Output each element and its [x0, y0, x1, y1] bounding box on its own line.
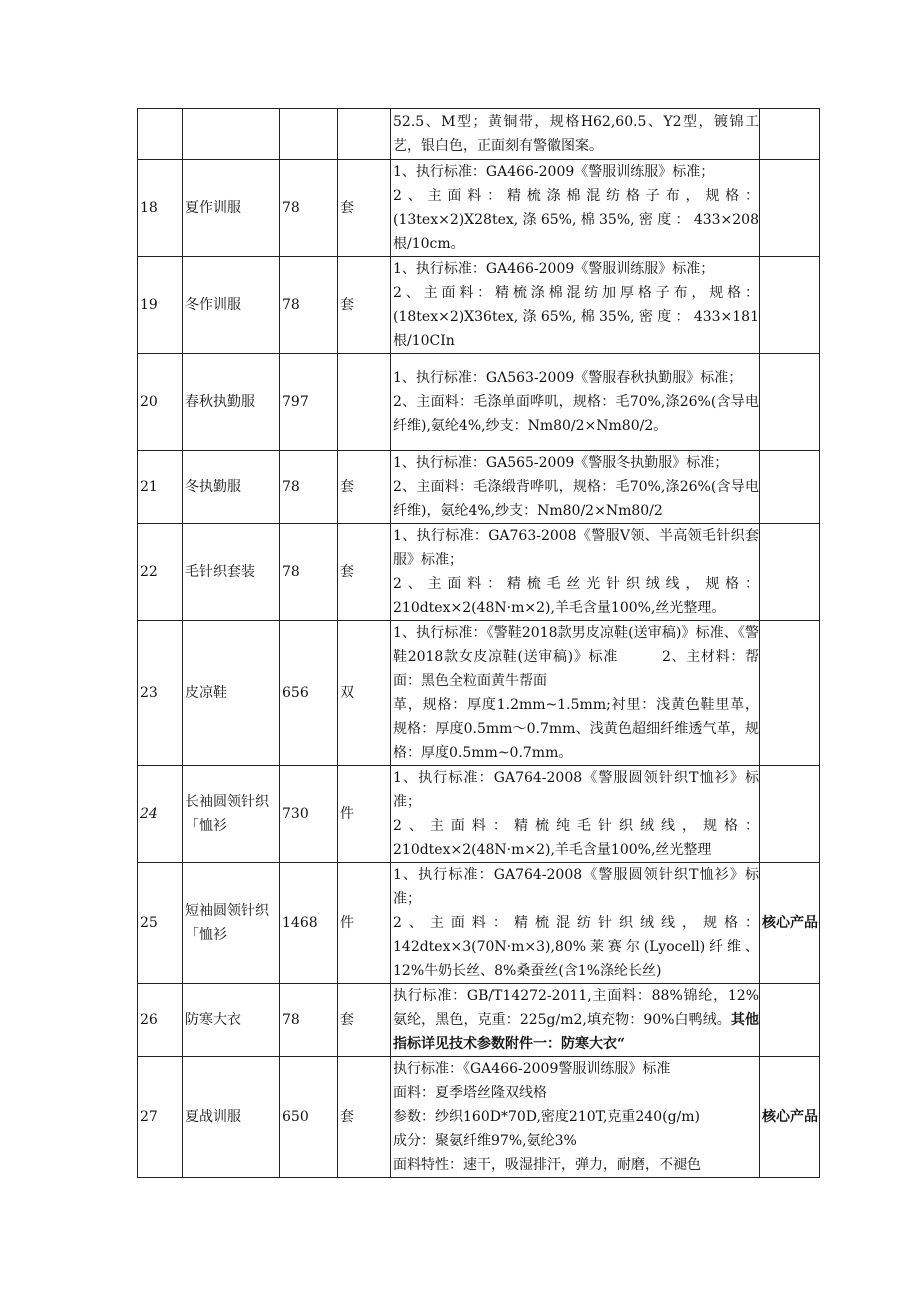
item-unit [338, 109, 391, 160]
spec-line: 面料：夏季塔丝隆双线格 [393, 1085, 547, 1101]
spec-line: 2、主面料：精梳涤棉混纺加厚格子布，规格：(18tex×2)X36tex,涤65%,棉35%,密度：433×181根/10CIn [393, 285, 759, 349]
item-unit: 双 [338, 621, 391, 766]
item-quantity: 650 [280, 1057, 338, 1178]
row-number: 18 [138, 160, 183, 257]
table-row [138, 984, 820, 1057]
row-number: 19 [138, 257, 183, 354]
item-unit: 套 [338, 257, 391, 354]
row-number: 26 [138, 984, 183, 1057]
item-quantity [280, 109, 338, 160]
item-note: 核心产品 [760, 863, 820, 984]
spec-line: 2、主面料：精梳涤棉混纺格子布，规格：(13tex×2)X28tex,涤65%,棉35%,密度：433×208根/10cm。 [393, 188, 759, 252]
item-unit: 套 [338, 984, 391, 1057]
row-number: 21 [138, 451, 183, 524]
spec-line: 2、主面料：精梳混纺针织绒线，规格：142dtex×3(70N·m×3),80%莱赛尔(Lyocell)纤维、12%牛奶长丝、8%桑蚕丝(含1%涤纶长丝) [393, 915, 759, 979]
spec-line: 52.5、M型；黄铜带，规格H62,60.5、Y2型，镀锦工艺，银白色，正面刻有警徽图案。 [393, 114, 759, 154]
item-spec [391, 109, 760, 160]
item-name: 防寒大衣 [183, 984, 280, 1057]
item-quantity: 78 [280, 524, 338, 621]
item-unit: 套 [338, 524, 391, 621]
item-name: 夏战训服 [183, 1057, 280, 1178]
spec-line: 革，规格：厚度1.2mm~1.5mm;衬里：浅黄色鞋里革，规格：厚度0.5mm～0.7mm、浅黄色超细纤维透气革，规格：厚度0.5mm~0.7mm。 [393, 697, 759, 761]
spec-line: 1、执行标准：GA764-2008《警服圆领针织T恤衫》标准； [393, 867, 759, 907]
item-note [760, 451, 820, 524]
spec-line: 1、执行标准：GA466-2009《警服训练服》标准； [393, 261, 715, 277]
spec-line: 2、主面料：毛涤单面哗叽，规格：毛70%,涤26%(含导电纤维),氨纶4%,纱支：Nm80∕2×Nm80/2。 [393, 394, 759, 434]
spec-line: 2、主面料：精梳毛丝光针织绒线，规格：210dtex×2(48N·m×2),羊毛含量100%,丝光整理。 [393, 576, 759, 616]
item-name [183, 109, 280, 160]
item-spec [391, 524, 760, 621]
item-spec [391, 257, 760, 354]
row-number: 22 [138, 524, 183, 621]
spec-line: 1、执行标准：GA764-2008《警服圆领针织T恤衫》标准； [393, 770, 759, 810]
item-note [760, 766, 820, 863]
item-name: 短袖圆领针织「恤衫 [183, 863, 280, 984]
table-row [138, 524, 820, 621]
item-name: 冬执勤服 [183, 451, 280, 524]
item-unit: 套 [338, 1057, 391, 1178]
item-note: 核心产品 [760, 1057, 820, 1178]
item-unit: 套 [338, 160, 391, 257]
row-number [138, 109, 183, 160]
item-quantity: 797 [280, 354, 338, 451]
item-name: 夏作训服 [183, 160, 280, 257]
row-number: 20 [138, 354, 183, 451]
item-spec [391, 451, 760, 524]
item-unit: 件 [338, 766, 391, 863]
item-quantity: 78 [280, 257, 338, 354]
item-note [760, 160, 820, 257]
spec-table [137, 108, 820, 1178]
item-quantity: 656 [280, 621, 338, 766]
table-row [138, 766, 820, 863]
spec-line: 1、执行标准：GA565-2009《警服冬执勤服》标准； [393, 455, 729, 471]
table-row [138, 160, 820, 257]
item-spec [391, 621, 760, 766]
table-row [138, 109, 820, 160]
item-note [760, 257, 820, 354]
table-row [138, 257, 820, 354]
row-number: 27 [138, 1057, 183, 1178]
item-name: 长袖圆领针织「恤衫 [183, 766, 280, 863]
spec-line: 2、主面料：毛涤缎背哗叽，规格：毛70%,涤26%(含导电纤维)，氨纶4%,纱支：Nm80∕2×Nm80/2 [393, 479, 759, 519]
table-row [138, 451, 820, 524]
row-number: 23 [138, 621, 183, 766]
item-unit: 件 [338, 863, 391, 984]
item-name: 皮凉鞋 [183, 621, 280, 766]
item-spec [391, 984, 760, 1057]
row-number: 25 [138, 863, 183, 984]
row-number: 24 [138, 766, 183, 863]
table-row [138, 354, 820, 451]
item-quantity: 78 [280, 160, 338, 257]
item-quantity: 78 [280, 451, 338, 524]
item-name: 冬作训服 [183, 257, 280, 354]
item-unit [338, 354, 391, 451]
item-spec [391, 1057, 760, 1178]
table-row [138, 621, 820, 766]
spec-line: 参数：纱织160D*70D,密度210T,克重240(g∕m) [393, 1109, 700, 1125]
spec-line: 1、执行标准：GA763-2008《警服V领、半高领毛针织套服》标准； [393, 528, 759, 568]
spec-line: 1、执行标准：GΛ563-2009《警服春秋执勤服》标准； [393, 370, 743, 386]
table-row [138, 863, 820, 984]
item-note [760, 109, 820, 160]
item-note [760, 984, 820, 1057]
item-note [760, 524, 820, 621]
item-name: 毛针织套装 [183, 524, 280, 621]
item-spec [391, 354, 760, 451]
spec-line: 执行标准：《GA466-2009警服训练服》标准 [393, 1061, 671, 1077]
item-unit: 套 [338, 451, 391, 524]
spec-bold-note: 其他指标详见技术参数附件一：防寒大衣“ [393, 1012, 759, 1052]
spec-line: 面料特性：速干，吸湿排汗，弹力，耐磨，不褪色 [393, 1157, 701, 1173]
spec-line: 成分：聚氨纤维97%,氨纶3% [393, 1133, 577, 1149]
item-quantity: 730 [280, 766, 338, 863]
item-name: 春秋执勤服 [183, 354, 280, 451]
item-spec [391, 863, 760, 984]
item-note [760, 354, 820, 451]
item-quantity: 1468 [280, 863, 338, 984]
spec-line: 1、执行标准：GA466-2009《警服训练服》标准； [393, 164, 715, 180]
spec-line: 执行标准：GB/T14272-2011,主面料：88%锦纶，12%氨纶，黑色，克重：225g∕m2,填充物：90%白鸭绒。 [393, 988, 759, 1028]
item-note [760, 621, 820, 766]
item-spec [391, 766, 760, 863]
item-spec [391, 160, 760, 257]
spec-line: 1、执行标准：《警鞋2018款男皮凉鞋(送审稿)》标准、《警鞋2018款女皮凉鞋(送审稿)》标准 2、主材料：帮面：黑色全粒面黄牛帮面 [393, 625, 759, 689]
table-row [138, 1057, 820, 1178]
spec-line: 2、主面料：精梳纯毛针织绒线，规格：210dtex×2(48N·m×2),羊毛含量100%,丝光整理 [393, 818, 759, 858]
item-quantity: 78 [280, 984, 338, 1057]
